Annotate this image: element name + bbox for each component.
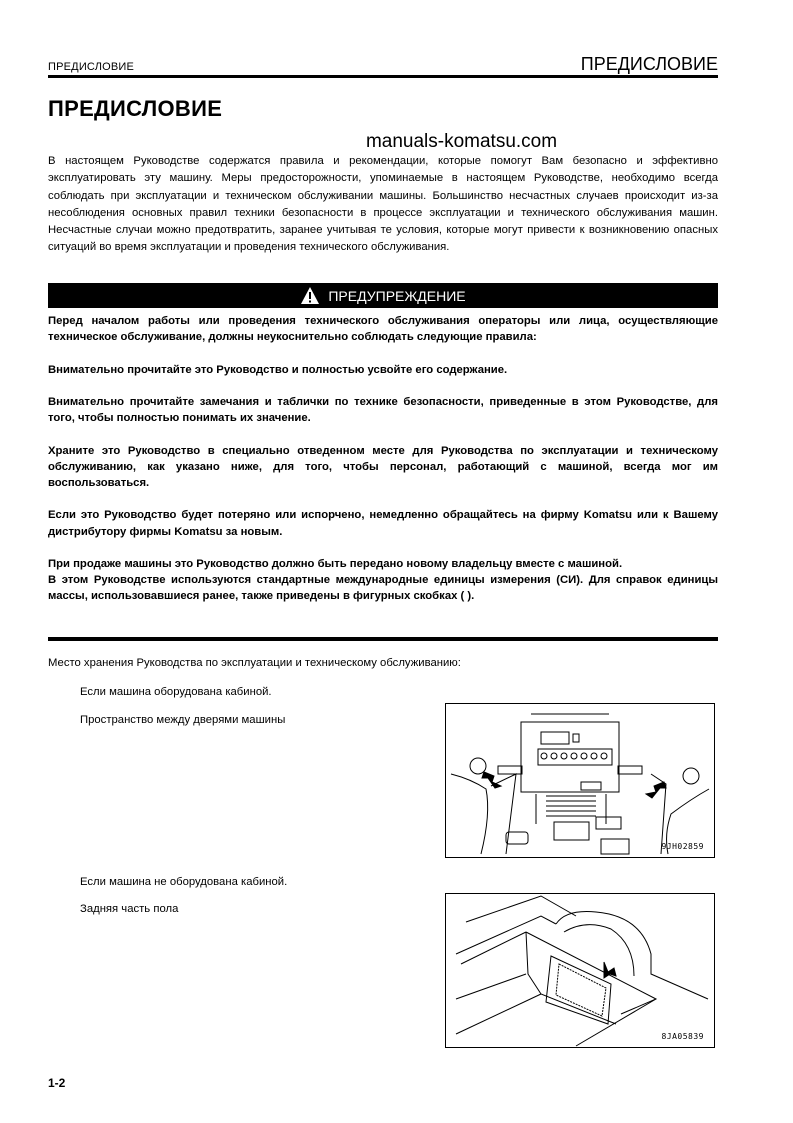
warning-body (48, 313, 718, 605)
warning-paragraph: Если это Руководство будет потеряно или испорчено, немедленно обращайтесь на фирму Komatsu или к Вашему дистрибутору фирмы Komatsu за новым. (48, 509, 718, 538)
figure-rear-floor (445, 893, 715, 1048)
page-number: 1-2 (48, 1076, 66, 1090)
figure-code: 9JH02859 (661, 842, 704, 851)
figure-code: 8JA05839 (661, 1032, 704, 1041)
intro-text: В настоящем Руководстве содержатся правила и рекомендации, которые помогут Вам безопасно и эффективно эксплуатировать эту машину. Меры предосторожности, упоминаемые в настоящем Руководстве, необходимо всегда соблюдать при эксплуатации и техническом обслуживании машины. Большинство несчастных случаев происходит из-за несоблюдения основных правил техники безопасности в процессе эксплуатации и технического обслуживания машин. Несчастные случаи можно предотвратить, заранее учитывая те условия, которые могут привести к возникновению опасных ситуаций во время эксплуатации и проведения технического обслуживания. (48, 155, 718, 254)
warning-paragraph: Храните это Руководство в специально отведенном месте для Руководства по эксплуатации и техническому обслуживанию, как указано ниже, для того, чтобы персонал, работающий с машиной, всегда мог им воспользоваться. (48, 444, 718, 489)
warning-triangle-icon (300, 286, 320, 305)
warning-paragraph: Внимательно прочитайте замечания и таблички по технике безопасности, приведенные в этом Руководстве, для того, чтобы полностью понимать их значение. (48, 395, 718, 425)
figure-cab-interior (445, 703, 715, 858)
intro-paragraph (48, 153, 718, 257)
warning-paragraph: При продаже машины это Руководство должно быть передано новому владельцу вместе с машиной. (48, 557, 623, 570)
warning-label: ПРЕДУПРЕЖДЕНИЕ (328, 287, 466, 304)
storage-condition-cab: Если машина оборудована кабиной. (80, 686, 272, 698)
running-header-right: ПРЕДИСЛОВИЕ (580, 54, 718, 74)
cab-interior-illustration (446, 704, 714, 857)
header-rule (48, 75, 718, 78)
rear-floor-illustration (446, 894, 714, 1047)
warning-paragraph: Перед началом работы или проведения технического обслуживания операторы или лица, осуществляющие техническое обслуживание, должны неукоснительно соблюдать следующие правила: (48, 315, 718, 344)
running-header-left: ПРЕДИСЛОВИЕ (48, 61, 135, 73)
warning-paragraph: Внимательно прочитайте это Руководство и полностью усвойте его содержание. (48, 363, 508, 376)
warning-paragraph: В этом Руководстве используются стандартные международные единицы измерения (СИ). Для справок единицы массы, использовавшиеся ранее, также приведены в фигурных скобках ( ). (48, 574, 718, 603)
storage-condition-no-cab: Если машина не оборудована кабиной. (80, 876, 288, 888)
storage-location-cab: Пространство между дверями машины (80, 714, 286, 726)
page-title: ПРЕДИСЛОВИЕ (48, 96, 223, 121)
storage-location-no-cab: Задняя часть пола (80, 903, 179, 915)
watermark-text: manuals-komatsu.com (365, 131, 558, 152)
storage-intro: Место хранения Руководства по эксплуатации и техническому обслуживанию: (48, 657, 461, 669)
warning-bottom-rule (48, 637, 718, 641)
warning-banner (48, 283, 718, 308)
